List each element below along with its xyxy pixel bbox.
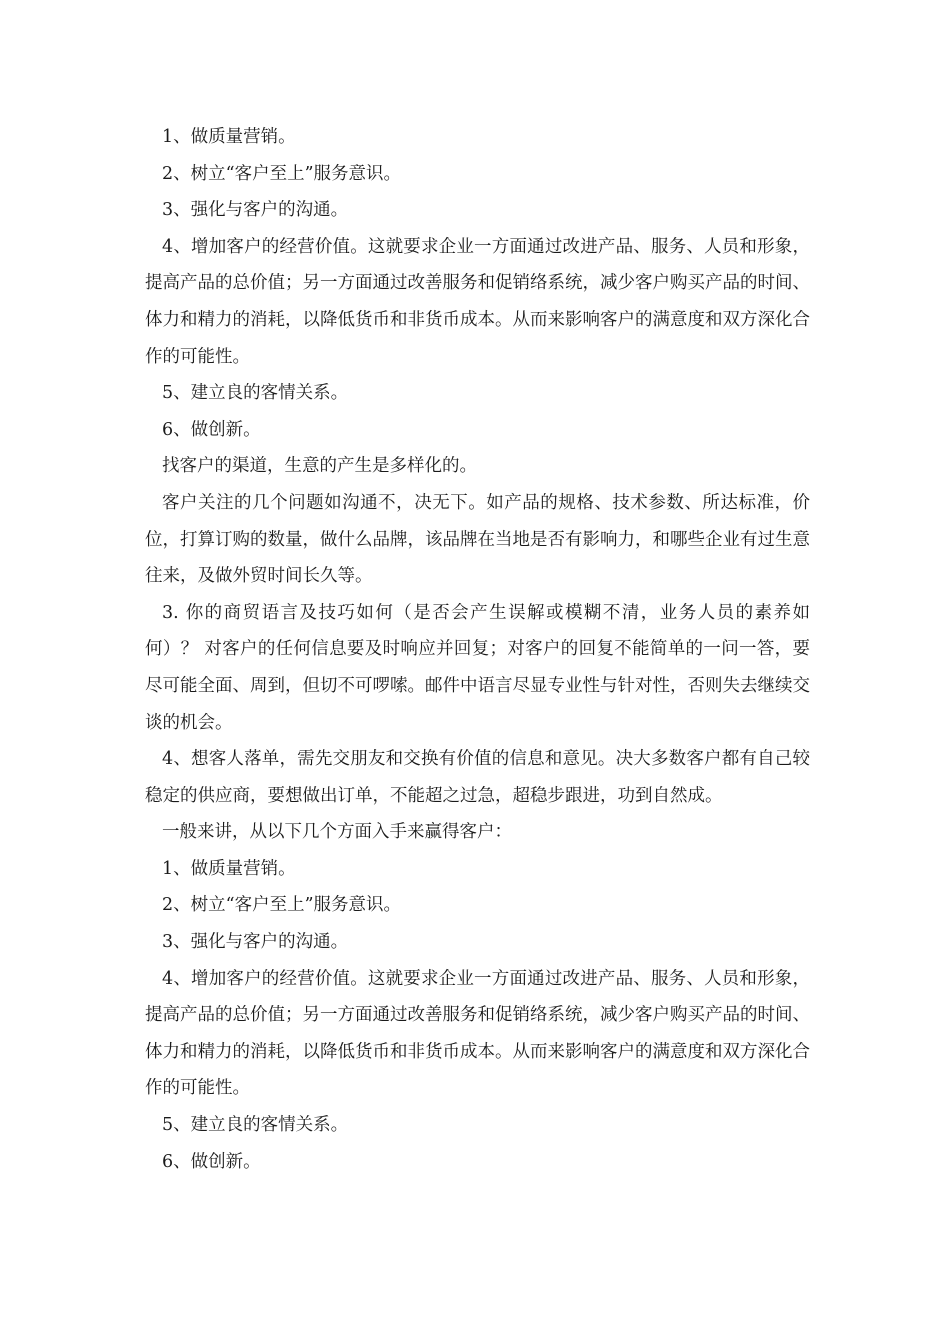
paragraph: 客户关注的几个问题如沟通不，决无下。如产品的规格、技术参数、所达标准，价位，打算订购的数量，做什么品牌，该品牌在当地是否有影响力，和哪些企业有过生意往来，及做外贸时间长久等。 [145, 492, 810, 587]
paragraph: 3、强化与客户的沟通。 [162, 932, 349, 953]
paragraph: 4、增加客户的经营价值。这就要求企业一方面通过改进产品、服务、人员和形象，提高产品的总价值；另一方面通过改善服务和促销络系统，减少客户购买产品的时间、体力和精力的消耗，以降低货币和非货币成本。从而来影响客户的满意度和双方深化合作的可能性。 [145, 236, 810, 367]
paragraph: 3. 你的商贸语言及技巧如何（是否会产生误解或模糊不清，业务人员的素养如何）？ 对客户的任何信息要及时响应并回复；对客户的回复不能简单的一问一答，要尽可能全面、周到，但切不可啰嗦。邮件中语言尽显专业性与针对性，否则失去继续交谈的机会。 [145, 602, 810, 733]
paragraph: 5、建立良的客情关系。 [162, 1115, 349, 1136]
paragraph: 1、做质量营销。 [162, 858, 296, 879]
paragraph: 6、做创新。 [162, 419, 261, 440]
paragraph: 6、做创新。 [162, 1151, 261, 1172]
paragraph: 3、强化与客户的沟通。 [162, 200, 349, 221]
paragraph: 1、做质量营销。 [162, 127, 296, 147]
paragraph: 5、建立良的客情关系。 [162, 383, 349, 404]
paragraph: 2、树立“客户至上”服务意识。 [162, 163, 402, 184]
paragraph: 2、树立“客户至上”服务意识。 [162, 895, 402, 916]
document-body [145, 119, 810, 1180]
paragraph: 找客户的渠道，生意的产生是多样化的。 [162, 456, 477, 477]
paragraph: 4、想客人落单，需先交朋友和交换有价值的信息和意见。决大多数客户都有自己较稳定的供应商，要想做出订单，不能超之过急，超稳步跟进，功到自然成。 [145, 749, 810, 806]
paragraph: 4、增加客户的经营价值。这就要求企业一方面通过改进产品、服务、人员和形象，提高产品的总价值；另一方面通过改善服务和促销络系统，减少客户购买产品的时间、体力和精力的消耗，以降低货币和非货币成本。从而来影响客户的满意度和双方深化合作的可能性。 [145, 968, 810, 1099]
paragraph: 一般来讲，从以下几个方面入手来赢得客户： [162, 822, 512, 843]
